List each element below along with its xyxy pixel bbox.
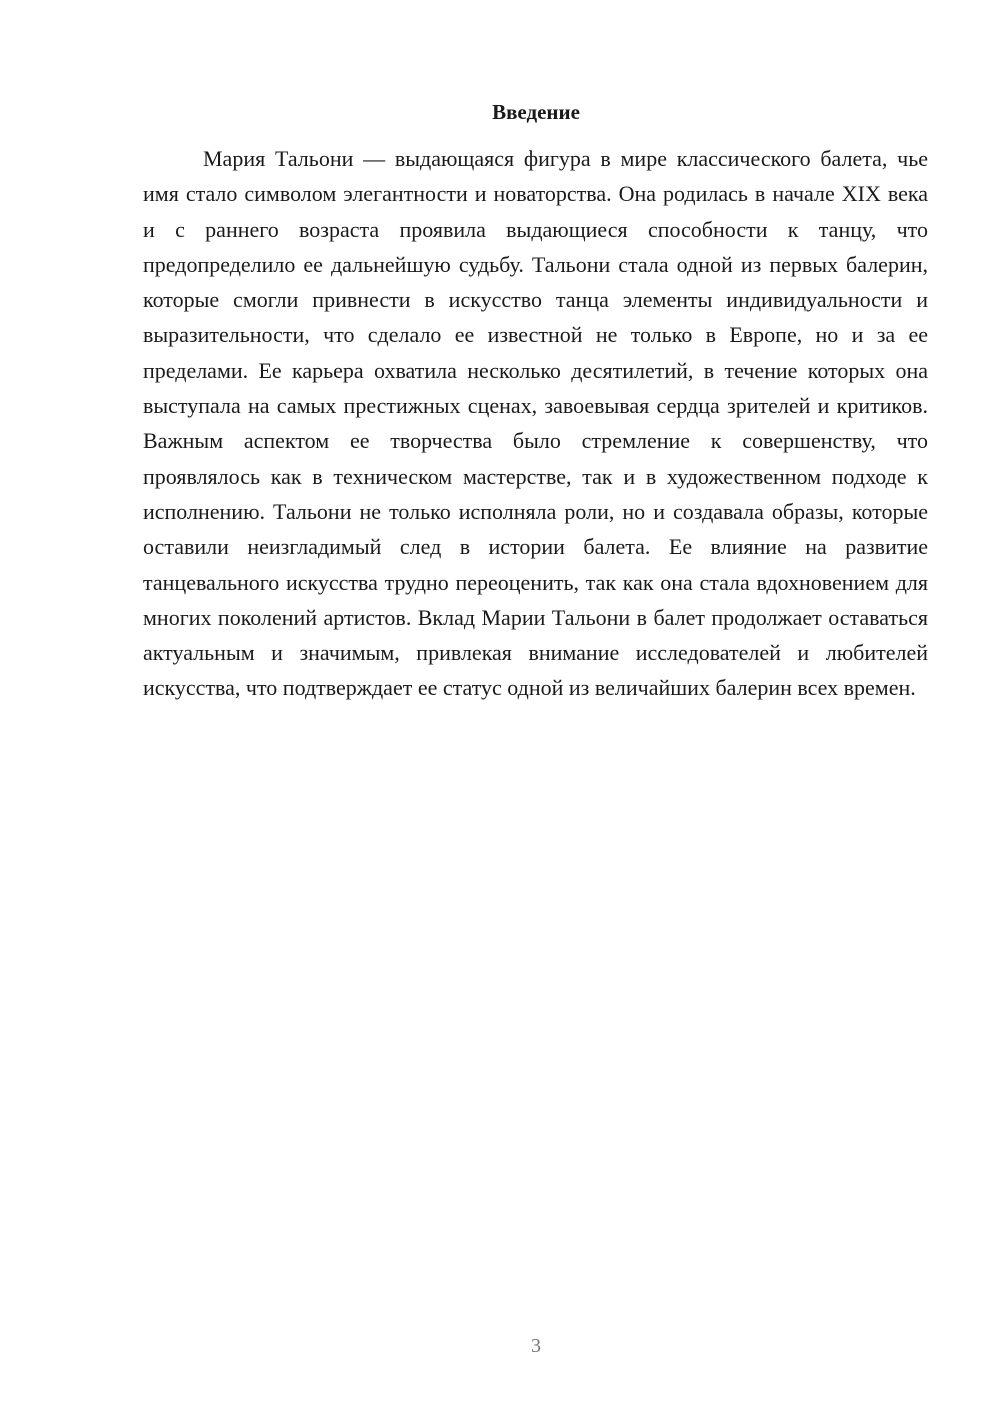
section-heading: Введение [492, 100, 580, 124]
page-number: 3 [531, 1335, 541, 1357]
body-paragraph: Мария Тальони — выдающаяся фигура в мире классического балета, чье имя стало символом элегантности и новаторства. Она родилась в начале XIX века и с раннего возраста проявила выдающиеся способности к танцу, что предопределило ее дальнейшую судьбу. Тальони стала одной из первых балерин, которые смогли привнести в искусство танца элементы индивидуальности и выразительности, что сделало ее известной не только в Европе, но и за ее пределами. Ее карьера охватила несколько десятилетий, в течение которых она выступала на самых престижных сценах, завоевывая сердца зрителей и критиков. Важным аспектом ее творчества было стремление к совершенству, что проявлялось как в техническом мастерстве, так и в художественном подходе к исполнению. Тальони не только исполняла роли, но и создавала образы, которые оставили неизгладимый след в истории балета. Ее влияние на развитие танцевального искусства трудно переоценить, так как она стала вдохновением для многих поколений артистов. Вклад Марии Тальони в балет продолжает оставаться актуальным и значимым, привлекая внимание исследователей и любителей искусства, что подтверждает ее статус одной из величайших балерин всех времен. [143, 146, 928, 701]
